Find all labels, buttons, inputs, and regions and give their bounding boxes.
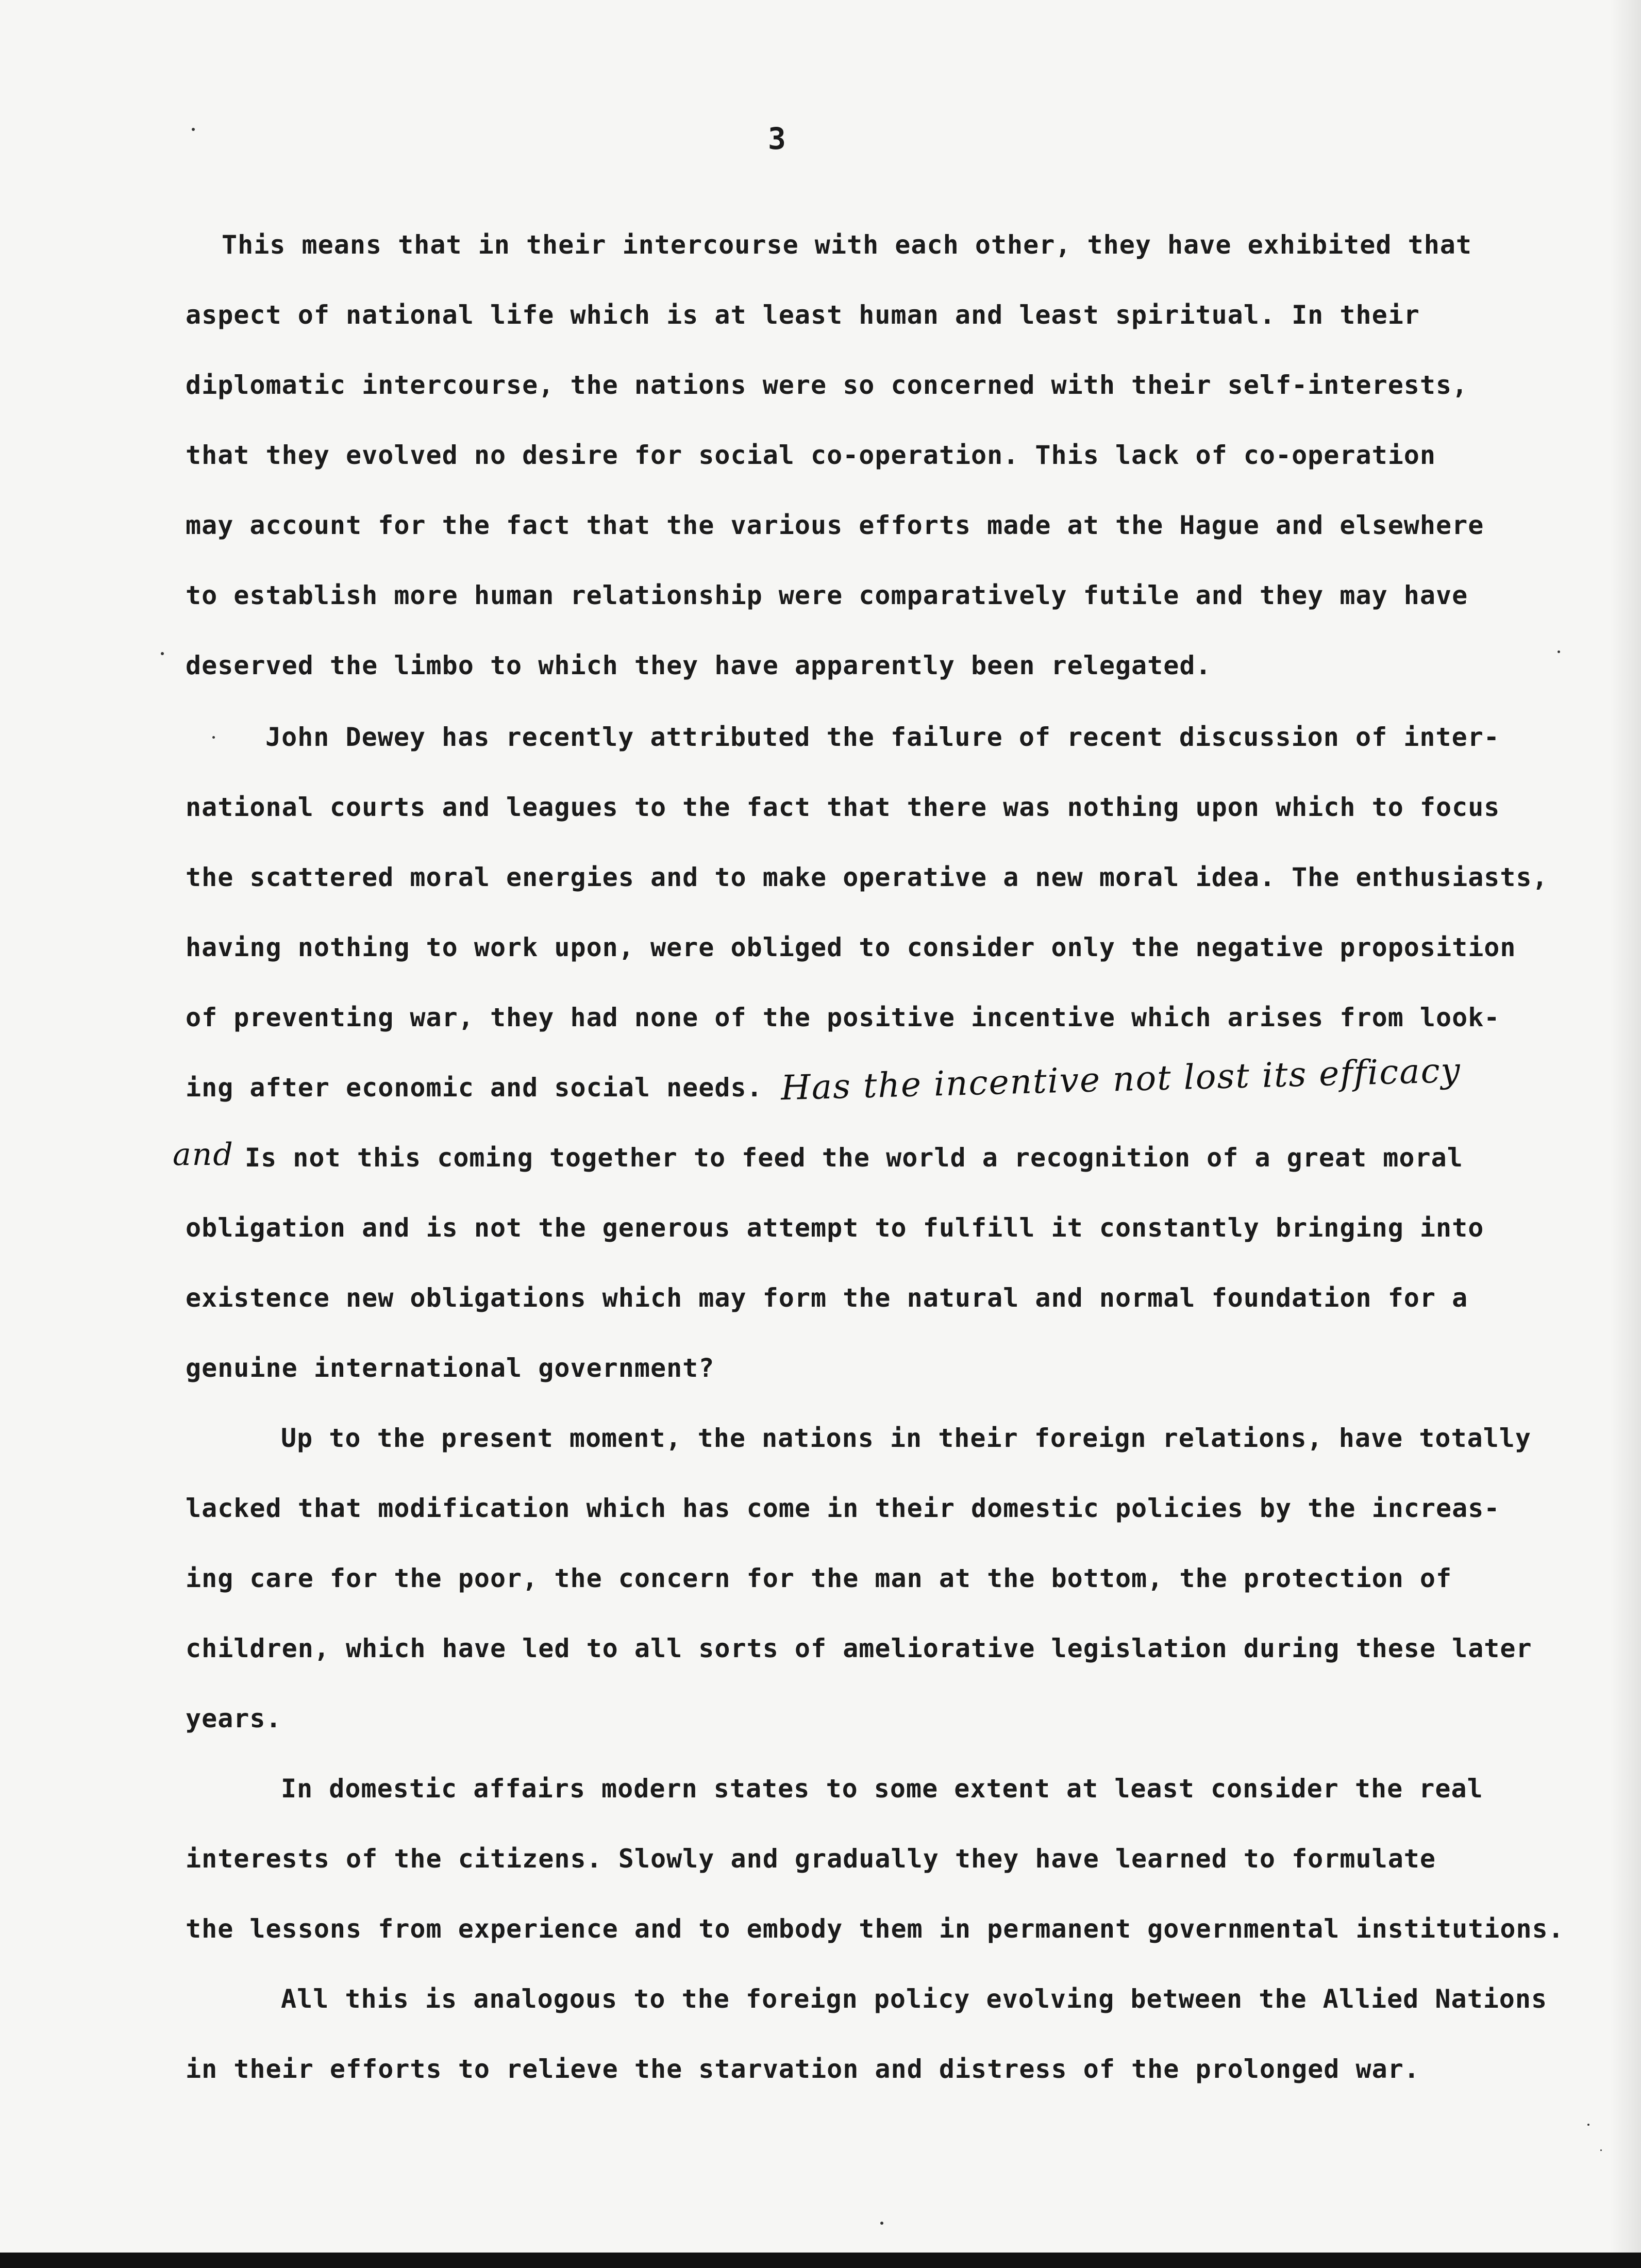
text-line: John Dewey has recently attributed the failure of recent discussion of inter- <box>265 722 1500 752</box>
text-line-with-insert <box>186 1050 1562 1123</box>
text-line: existence new obligations which may form the natural and normal foundation for a <box>186 1283 1468 1313</box>
paragraph-2 <box>173 702 1562 1403</box>
text-line: genuine international government? <box>186 1353 715 1383</box>
scan-speck <box>880 2222 883 2225</box>
scan-speck <box>1558 651 1560 653</box>
text-line: deserved the limbo to which they have apparently been relegated. <box>186 651 1212 680</box>
paragraph-4 <box>186 1754 1562 1964</box>
text-line: This means that in their intercourse with each other, they have exhibited that <box>222 230 1472 260</box>
text-line: children, which have led to all sorts of ameliorative legislation during these later <box>186 1633 1532 1663</box>
text-line: to establish more human relationship were comparatively futile and they may have <box>186 580 1468 610</box>
scan-speck <box>161 652 164 655</box>
handwritten-annotation: Has the incentive not lost its efficacy <box>780 1050 1462 1108</box>
text-line: Up to the present moment, the nations in their foreign relations, have totally <box>281 1423 1531 1453</box>
text-line-content: ing after economic and social needs. <box>186 1073 763 1103</box>
text-line: ing care for the poor, the concern for the man at the bottom, the protection of <box>186 1563 1452 1593</box>
text-line: In domestic affairs modern states to some extent at least consider the real <box>281 1774 1483 1804</box>
text-line: in their efforts to relieve the starvation and distress of the prolonged war. <box>186 2054 1420 2084</box>
page-number: 3 <box>768 121 787 156</box>
text-line: diplomatic intercourse, the nations were so concerned with their self-interests, <box>186 370 1468 400</box>
text-line: that they evolved no desire for social co-operation. This lack of co-operation <box>186 440 1436 470</box>
text-line: lacked that modification which has come in their domestic policies by the increas- <box>186 1493 1500 1523</box>
page-edge-shadow <box>1610 0 1641 2268</box>
text-line: aspect of national life which is at least human and least spiritual. In their <box>186 300 1420 330</box>
text-line: national courts and leagues to the fact that there was nothing upon which to focus <box>186 792 1500 822</box>
scan-speck <box>1600 2149 1602 2151</box>
text-line: the scattered moral energies and to make operative a new moral idea. The enthusiasts, <box>186 862 1548 892</box>
text-line: may account for the fact that the various efforts made at the Hague and elsewhere <box>186 510 1484 540</box>
text-line: years. <box>186 1704 282 1733</box>
text-line: All this is analogous to the foreign policy evolving between the Allied Nations <box>281 1984 1548 2014</box>
text-line: of preventing war, they had none of the positive incentive which arises from look- <box>186 1003 1500 1032</box>
text-line-with-and <box>173 1123 1562 1193</box>
scan-speck <box>212 736 215 739</box>
handwritten-and: and <box>173 1137 234 1173</box>
paragraph-3 <box>186 1403 1562 1754</box>
scan-bottom-edge <box>0 2253 1641 2268</box>
text-line-content: Is not this coming together to feed the world a recognition of a great moral <box>245 1143 1463 1173</box>
text-line: having nothing to work upon, were obliged to consider only the negative proposition <box>186 932 1516 962</box>
scan-speck <box>192 128 195 131</box>
text-line: the lessons from experience and to embody them in permanent governmental institutions. <box>186 1914 1564 1944</box>
paragraph-5 <box>186 1964 1562 2104</box>
text-line: obligation and is not the generous attempt to fulfill it constantly bringing into <box>186 1213 1484 1243</box>
text-line: interests of the citizens. Slowly and gradually they have learned to formulate <box>186 1844 1436 1874</box>
scan-speck <box>1587 2124 1589 2126</box>
paragraph-1 <box>186 210 1562 701</box>
